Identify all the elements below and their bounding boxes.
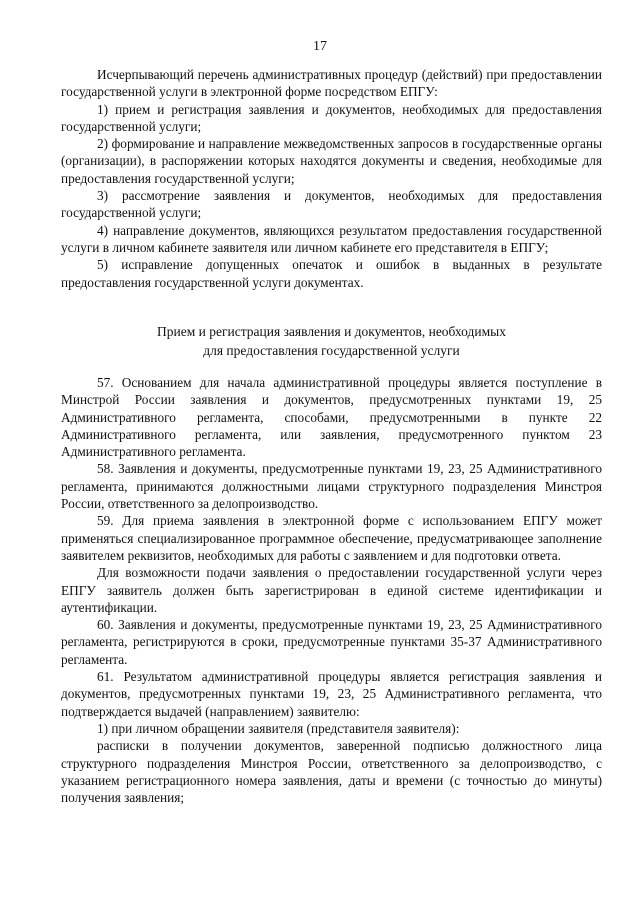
procedure-item-3: 3) рассмотрение заявления и документов, необходимых для предоставления государственной услуги; (61, 188, 602, 221)
paragraph-60: 60. Заявления и документы, предусмотренные пунктами 19, 23, 25 Административного регламента, регистрируются в сроки, предусмотренные пунктами 35-37 Административного регламента. (61, 617, 602, 667)
paragraph-61: 61. Результатом административной процедуры является регистрация заявления и документов, предусмотренных пунктами 19, 23, 25 Административного регламента, что подтверждается выдачей (направлением) заявителю: (61, 669, 602, 719)
procedure-item-1: 1) прием и регистрация заявления и документов, необходимых для предоставления государственной услуги; (61, 101, 602, 134)
paragraph-61-item-1-text: расписки в получении документов, заверенной подписью должностного лица структурного подразделения Минстроя России, ответственного за делопроизводство, с указанием регистрационного номера заявления, даты и времени (с точностью до минуты) получения заявления; (61, 738, 602, 806)
procedure-item-5: 5) исправление допущенных опечаток и ошибок в выданных в результате предоставления государственной услуги документах. (61, 257, 602, 290)
procedure-item-4: 4) направление документов, являющихся результатом предоставления государственной услуги в личном кабинете заявителя или личном кабинете его представителя в ЕПГУ; (61, 222, 602, 255)
section-heading-line-2: для предоставления государственной услуги (203, 343, 460, 358)
procedures-lead: Исчерпывающий перечень административных процедур (действий) при предоставлении государственной услуги в электронной форме посредством ЕПГУ: (61, 67, 602, 100)
procedure-item-2: 2) формирование и направление межведомственных запросов в государственные органы (организации), в распоряжении которых находятся документы и сведения, необходимые для предоставления государственной услуги; (61, 136, 602, 186)
paragraph-57: 57. Основанием для начала административной процедуры является поступление в Минстрой России заявления и документов, предусмотренных пунктами 19, 25 Административного регламента, способами, предусмотренными в пункте 22 Административного регламента, или заявления, предусмотренного пунктом 23 Административного регламента. (61, 375, 602, 460)
paragraph-61-item-1: 1) при личном обращении заявителя (представителя заявителя): (97, 720, 460, 736)
paragraph-58: 58. Заявления и документы, предусмотренные пунктами 19, 23, 25 Административного регламента, принимаются должностными лицами структурного подразделения Минстроя России, ответственного за делопроизводство. (61, 461, 602, 512)
page-number: 17 (313, 39, 327, 54)
section-heading-line-1: Прием и регистрация заявления и документов, необходимых (157, 324, 506, 339)
paragraph-59: 59. Для приема заявления в электронной форме с использованием ЕПГУ может применяться специализированное программное обеспечение, предусматривающее заполнение заявителем реквизитов, необходимых для работы с заявлением и для подготовки ответа. (61, 513, 602, 563)
paragraph-59-continued: Для возможности подачи заявления о предоставлении государственной услуги через ЕПГУ заявитель должен быть зарегистрирован в единой системе идентификации и аутентификации. (61, 565, 602, 615)
section-body (61, 374, 602, 806)
procedures-list (61, 66, 602, 291)
section-heading (61, 322, 602, 360)
